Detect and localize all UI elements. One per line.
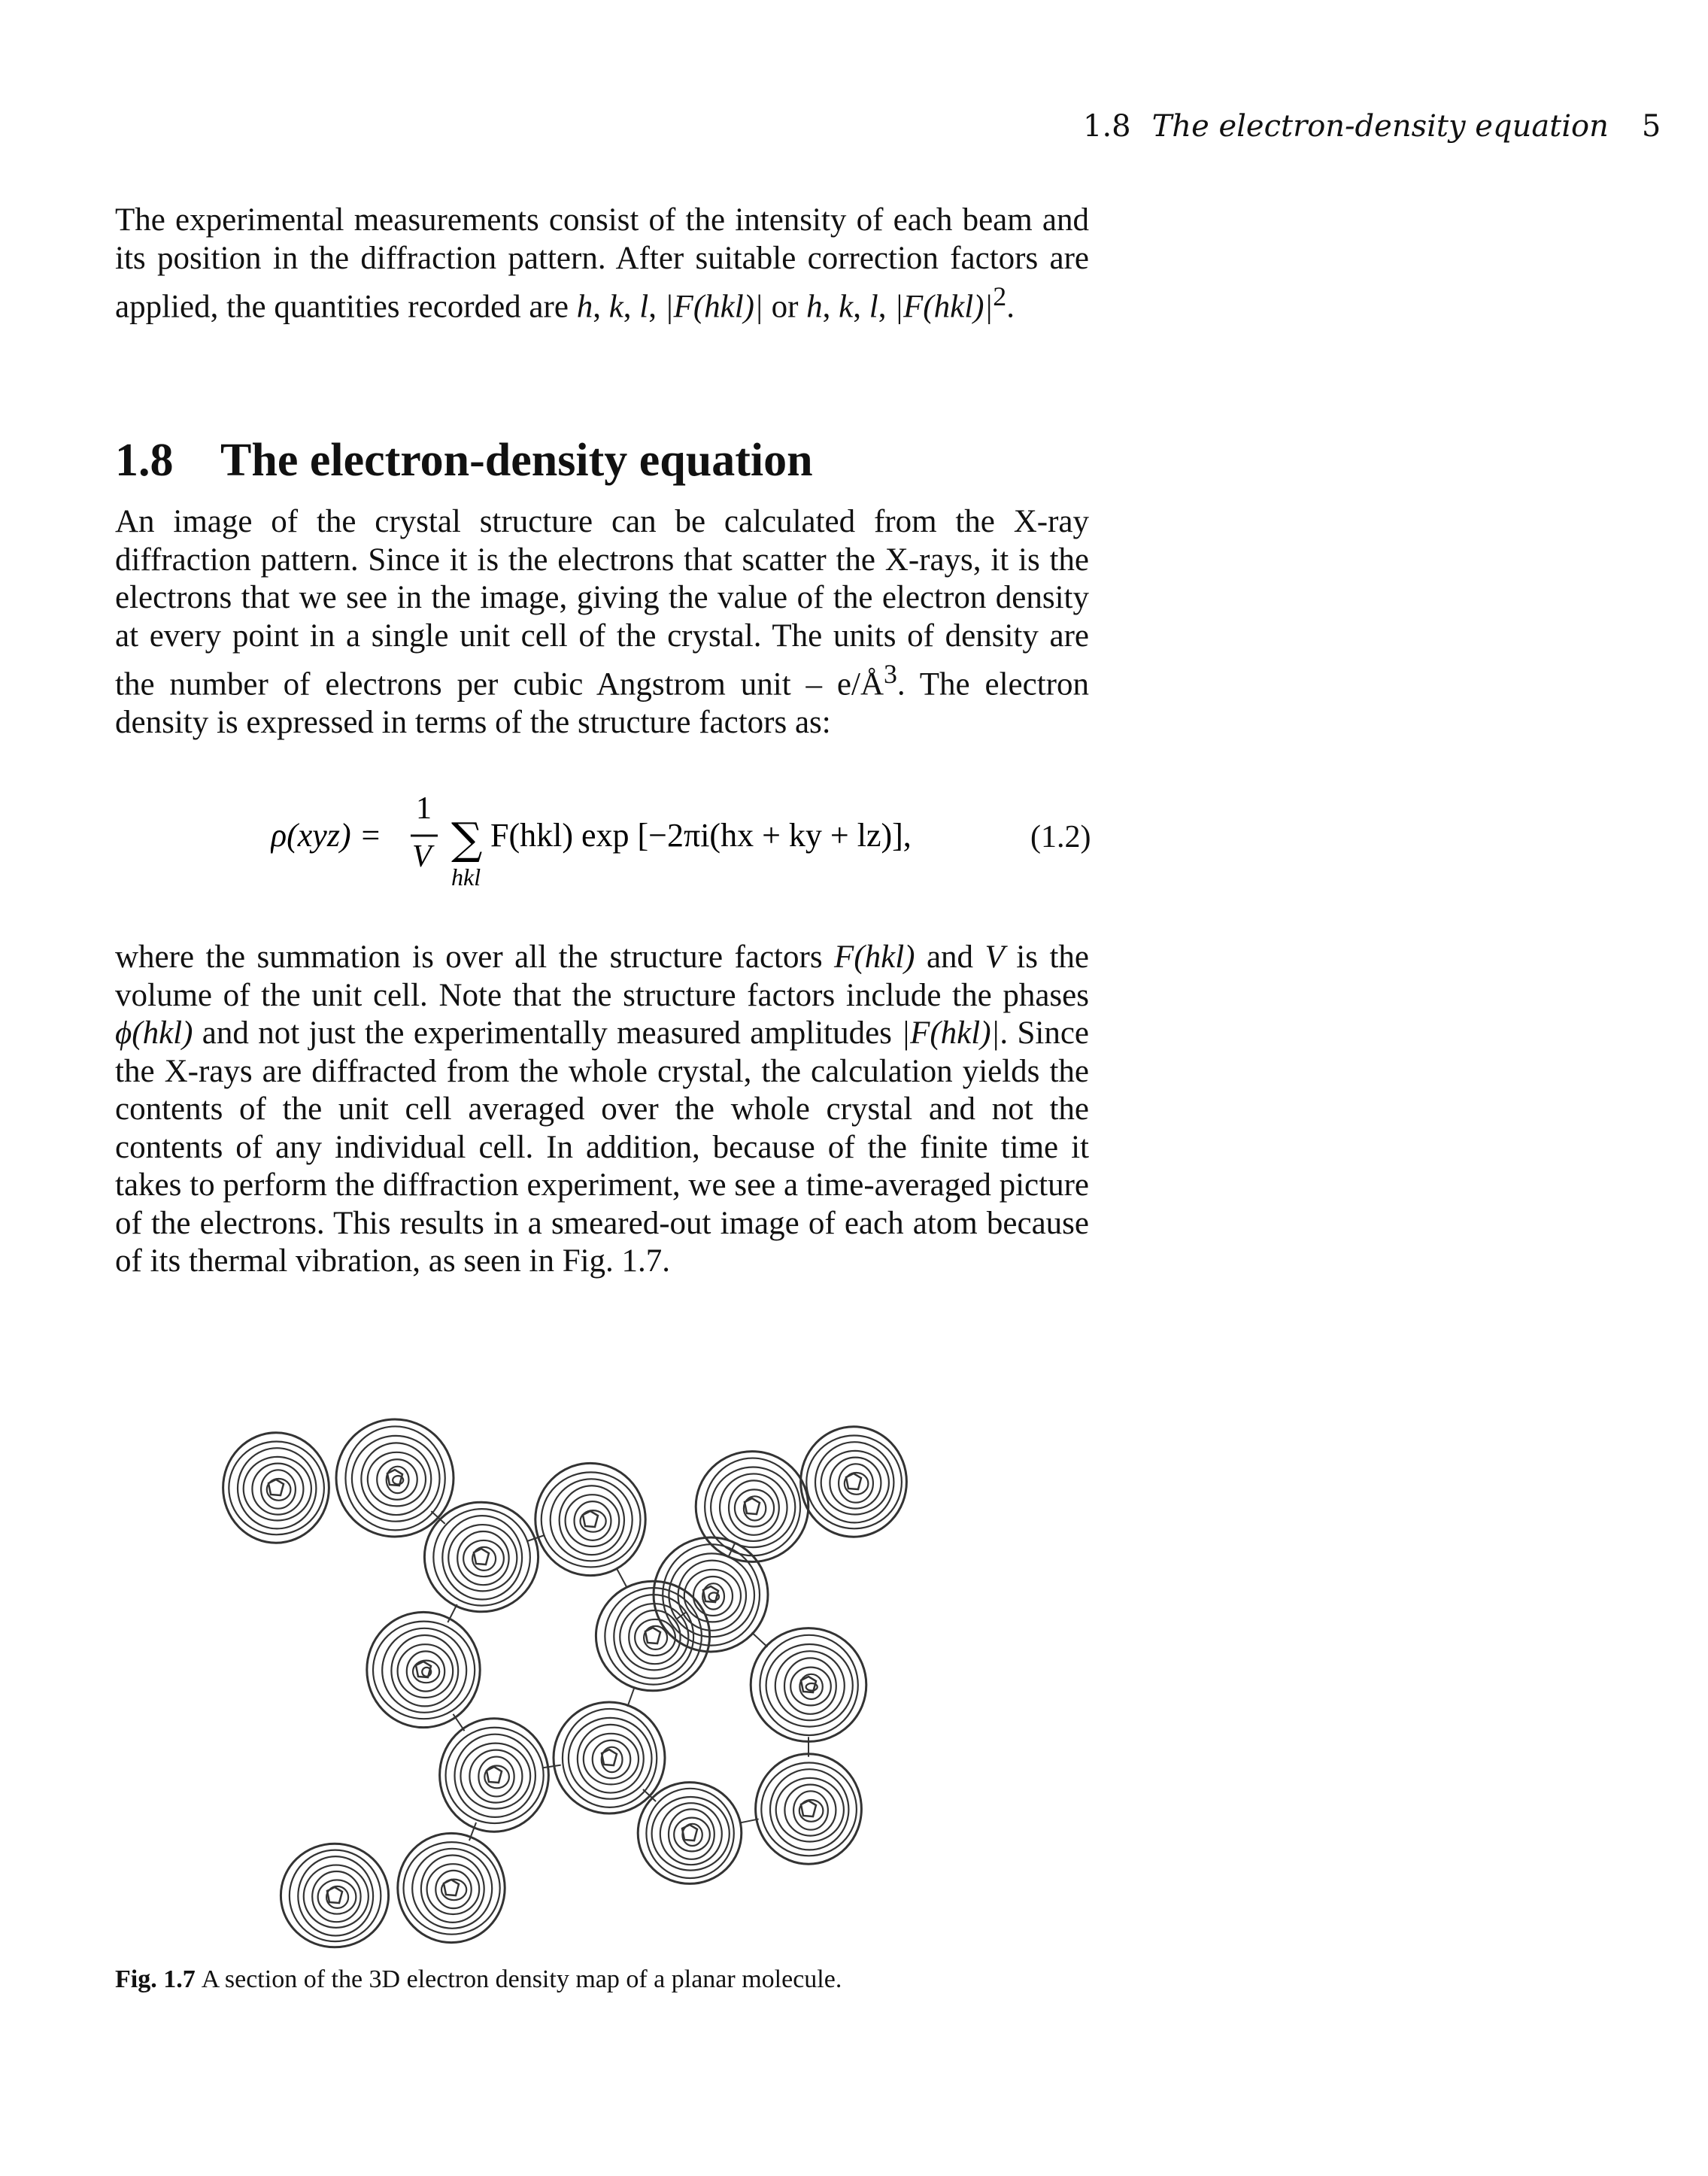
contour-peak [682, 1825, 697, 1841]
contour-ring [535, 1463, 645, 1575]
running-head [1083, 107, 1661, 146]
contour-ring [756, 1754, 862, 1864]
contour-ring [770, 1769, 848, 1850]
contour-peak [801, 1801, 816, 1816]
atom-contour [554, 1702, 665, 1813]
para3-text5: . Since the X-rays are diffracted from the whole crystal, the calculation yields the contents of the unit cell averaged over the whole crystal and not the contents of any individual cell. In addition, because of the finite time it takes to perform the diffraction experiment, we see a time-averaged picture of the electrons. This results in a smeared-out image of each atom because of its thermal vibration, as seen in Fig. 1.7. [115, 1015, 1089, 1279]
atom-contour [424, 1502, 538, 1612]
para1-end: . [1006, 289, 1015, 325]
contour-peak [583, 1511, 598, 1527]
paragraph-image-of-crystal [115, 503, 1089, 742]
bond-bridge [542, 1765, 560, 1768]
contour-ring [776, 1778, 844, 1842]
para3-F: F(hkl) [834, 939, 915, 975]
bond-bridge [453, 1714, 464, 1731]
para1-k2: k [839, 289, 854, 325]
figure-caption [115, 1963, 1089, 1996]
caption-text: A section of the 3D electron density map of a planar molecule. [201, 1965, 842, 1993]
para1-k: k [608, 289, 623, 325]
para3-phi: ϕ(hkl) [115, 1015, 193, 1051]
contour-ring [551, 1479, 633, 1561]
contour-ring [391, 1635, 458, 1706]
contour-peak [444, 1880, 459, 1895]
eq-body: F(hkl) exp [−2πi(hx + ky + lz)], [490, 817, 912, 854]
contour-ring [815, 1442, 893, 1522]
para1-sup: 2 [993, 281, 1007, 311]
running-head-section: 1.8 [1083, 109, 1131, 144]
para3-text2: and [915, 939, 985, 975]
atom-contour [440, 1719, 549, 1832]
atom-contour [751, 1628, 866, 1742]
contour-ring [238, 1448, 316, 1528]
para2-sup: 3 [884, 659, 897, 689]
contour-ring [298, 1856, 373, 1935]
contour-ring [448, 1525, 517, 1591]
para1-h: h [576, 289, 593, 325]
electron-density-equation [271, 790, 918, 888]
para1-absF2: |F(hkl)| [894, 289, 994, 325]
atom-contour [398, 1833, 505, 1942]
eq-sum: ∑ [451, 813, 483, 864]
para3-absF: |F(hkl)| [901, 1015, 1000, 1051]
contour-ring [424, 1502, 538, 1612]
contour-ring [720, 1473, 787, 1541]
page-number: 5 [1641, 109, 1661, 144]
atom-contour [756, 1754, 862, 1864]
contour-ring [442, 1516, 522, 1599]
bond-bridge [752, 1632, 768, 1646]
figure-electron-density-map [214, 1399, 951, 1971]
section-number: 1.8 [115, 435, 174, 486]
para3-text1: where the summation is over all the structure factors [115, 939, 835, 975]
bond-bridge [617, 1568, 626, 1587]
eq-numerator: 1 [416, 791, 432, 826]
atom-contour [801, 1427, 907, 1537]
para1-l: l [639, 289, 649, 325]
para2-text1: An image of the crystal structure can be calculated from the X-ray diffraction pattern. Since it is the electrons that scatter the X-rays, it is the electrons that we see in the image, giving the value of the electron density at every point in a single unit cell of the crystal. The units of density are the number of electrons per cubic Angstrom unit – e/Å [115, 504, 1089, 703]
para3-text3: is the volume of the unit cell. Note that the structure factors include the phases [115, 939, 1090, 1013]
atom-contour [696, 1452, 808, 1562]
contour-ring [412, 1849, 492, 1929]
para3-text4: and not just the experimentally measured amplitudes [193, 1015, 902, 1051]
paragraph-summation [115, 939, 1089, 1281]
section-heading [115, 430, 813, 490]
contour-ring [620, 1604, 688, 1670]
contour-ring [560, 1486, 624, 1555]
contour-ring [223, 1433, 329, 1543]
contour-ring [801, 1427, 907, 1537]
para3-V: V [984, 939, 1005, 975]
contour-ring [554, 1702, 665, 1813]
contour-ring [421, 1856, 484, 1923]
atom-contour [367, 1612, 480, 1727]
contour-ring [696, 1452, 808, 1562]
section-title: The electron-density equation [220, 435, 813, 486]
contour-ring [398, 1833, 505, 1942]
contour-ring [361, 1443, 431, 1515]
contour-ring [614, 1595, 693, 1678]
contour-ring [382, 1628, 466, 1713]
contour-ring [455, 1734, 535, 1817]
atom-contour [638, 1783, 742, 1884]
contour-ring [578, 1725, 644, 1793]
para1-h2: h [806, 289, 823, 325]
contour-peak [846, 1473, 861, 1489]
para2-text2: . The electron density is expressed in terms of the structure factors as: [115, 666, 1089, 740]
contour-ring [460, 1744, 530, 1809]
atom-contour [336, 1419, 454, 1537]
caption-label: Fig. 1.7 [115, 1965, 196, 1993]
contour-ring [244, 1457, 311, 1521]
atom-contour [223, 1433, 329, 1543]
atom-contour [281, 1844, 388, 1947]
contour-map [214, 1399, 951, 1971]
contour-peak [474, 1549, 489, 1564]
paragraph-measurements: The experimental measurements consist of the intensity of each beam and its position in the diffraction pattern. After suitable correction factors are applied, the quantities recorded are h, k, l, |F(hkl)| or h, k, l, $|F(hkl)|^2$. [115, 202, 1089, 325]
para1-l2: l [869, 289, 878, 325]
contour-ring [775, 1651, 845, 1720]
contour-peak [327, 1887, 342, 1903]
eq-lhs: ρ(xyz) = [271, 817, 382, 854]
contour-ring [336, 1419, 454, 1537]
atom-contour [535, 1463, 645, 1575]
contour-ring [678, 1561, 746, 1631]
eq-sum-sub: hkl [451, 863, 481, 888]
eq-denominator: V [412, 839, 432, 874]
para1-text: The experimental measurements consist of the intensity of each beam and its position in the diffraction pattern. After suitable correction factors are applied, the quantities recorded are [115, 202, 1089, 325]
contour-peak [487, 1767, 502, 1783]
para1-or: or [763, 289, 807, 325]
contour-peak [602, 1750, 617, 1765]
equation-number: (1.2) [1030, 820, 1091, 854]
contour-ring [821, 1451, 889, 1515]
running-head-title: The electron-density equation [1151, 109, 1609, 144]
contour-peak [645, 1628, 660, 1643]
contour-ring [304, 1865, 369, 1928]
contour-peak [268, 1479, 284, 1495]
contour-ring [440, 1719, 549, 1832]
para1-absF: |F(hkl)| [664, 289, 763, 325]
contour-peak [745, 1498, 760, 1514]
bond-bridge [627, 1687, 634, 1707]
